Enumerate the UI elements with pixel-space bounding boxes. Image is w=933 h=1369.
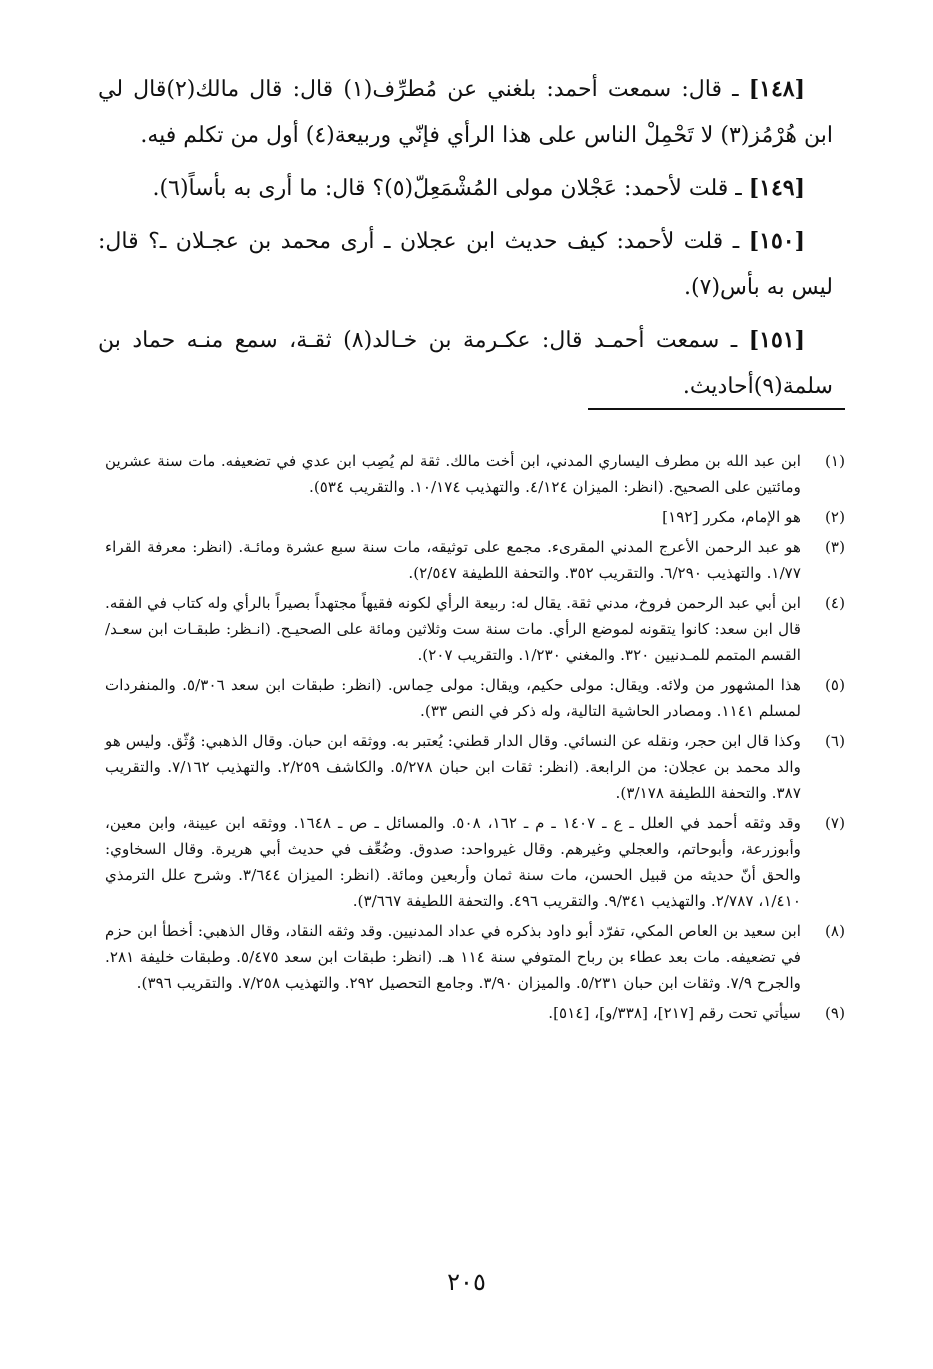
- footnote-text: ابن سعيد بن العاص المكي، تفرّد أبو داود بذكره في عداد المدنيين. وقد وثقه النقاد، وقال الذهبي: أخطأ ابن حزم في تضعيفه. مات بعد عطاء بن رباح المتوفي سنة ١١٤ هـ. (انظر: طبقات ابن سعد ٥/٤٧٥. وطبقات خليفة ٢٨١. والجرح ٧/٩. وثقات ابن حبان ٥/٢٣١. والميزان ٣/٩٠. وجامع التحصيل ٢٩٢. والتهذيب ٧/٢٥٨. والتقريب ٣٩٦).: [105, 922, 801, 992]
- page-number: ٢٠٥: [447, 1268, 486, 1296]
- entry-text: ـ قال: سمعت أحمد: بلغني عن مُطرِّف(١) قال: قال مالك(٢)قال لي ابن هُرْمُز(٣) لا تَحْمِلْ الناس على هذا الرأي فإنّي وربيعة(٤) أول من تكلم فيه.: [98, 77, 833, 148]
- entry-150: [98, 218, 833, 311]
- footnote-separator: [588, 408, 845, 410]
- entry-number: [١٤٩]: [748, 175, 805, 201]
- footnote-number: (٣): [824, 538, 845, 556]
- footnote-text: هو عبد الرحمن الأعرج المدني المقرىء. مجمع على توثيقه، مات سنة سبع عشرة ومائـة. (انظر: معرفة القراء ١/٧٧. والتهذيب ٦/٢٩٠. والتقريب ٣٥٢. والتحفة اللطيفة ٢/٥٤٧).: [105, 538, 801, 582]
- main-text: [98, 66, 833, 416]
- footnote-1: [105, 448, 845, 500]
- footnote-text: ابن عبد الله بن مطرف اليساري المدني، ابن أخت مالك. ثقة لم يُصِب ابن عدي في تضعيفه. مات سنة عشرين ومائتين على الصحيح. (انظر: الميزان ٤/١٢٤. والتهذيب ١٠/١٧٤. والتقريب ٥٣٤).: [105, 452, 801, 496]
- footnote-2: [105, 504, 845, 530]
- entry-text: ـ قلت لأحمد: عَجْلان مولى المُشْمَعِلّ(٥)؟ قال: ما أرى به بأساً(٦).: [152, 176, 742, 201]
- entry-text: ـ قلت لأحمد: كيف حديث ابن عجلان ـ أرى محمد بن عجـلان ـ؟ قال: ليس به بأس(٧).: [98, 229, 833, 300]
- footnote-number: (٩): [824, 1004, 845, 1022]
- entry-148: [98, 66, 833, 159]
- footnote-8: [105, 918, 845, 996]
- footnote-5: [105, 672, 845, 724]
- entry-149: [98, 165, 833, 212]
- footnote-number: (٤): [824, 594, 845, 612]
- footnote-text: سيأتي تحت رقم [٢١٧]، [٣٣٨/و]، [٥١٤].: [548, 1004, 801, 1022]
- footnote-3: [105, 534, 845, 586]
- footnote-text: ابن أبي عبد الرحمن فروخ، مدني ثقة. يقال له: ربيعة الرأي لكونه فقيهاً مجتهداً بصيراً بالرأي وله كتاب في الفقه. قال ابن سعد: كانوا يتقونه لموضع الرأي. مات سنة ست وثلاثين ومائة على الصحيـح. (انـظر: طبقـات ابن سعـد/القسم المتمم للمـدنيين ٣٢٠. والمغني ١/٢٣٠. والتقريب ٢٠٧).: [105, 594, 801, 664]
- footnote-number: (٧): [824, 814, 845, 832]
- footnote-number: (٨): [824, 922, 845, 940]
- footnote-text: هو الإمام، مكرر [١٩٢]: [662, 508, 801, 526]
- footnote-number: (١): [824, 452, 845, 470]
- entry-text: ـ سمعت أحمـد قال: عكـرمة بن خـالد(٨) ثقـة، سمع منـه حماد بن سلمة(٩)أحاديث.: [98, 328, 833, 399]
- footnote-7: [105, 810, 845, 914]
- entry-number: [١٥١]: [748, 327, 805, 353]
- footnote-9: [105, 1000, 845, 1026]
- footnote-6: [105, 728, 845, 806]
- footnote-4: [105, 590, 845, 668]
- entry-151: [98, 317, 833, 410]
- entry-number: [١٥٠]: [748, 228, 805, 254]
- footnote-text: هذا المشهور من ولائه. ويقال: مولى حكيم، ويقال: مولى حِماس. (انظر: طبقات ابن سعد ٥/٣٠٦. والمنفردات لمسلم ١١٤١. ومصادر الحاشية التالية، وله ذكر في النص ٣٣).: [105, 676, 801, 720]
- footnote-text: وكذا قال ابن حجر، ونقله عن النسائي. وقال الدار قطني: يُعتبر به. ووثقه ابن حبان. وقال الذهبي: وُثّق. وليس هو والد محمد بن عجلان: من الرابعة. (انظر: ثقات ابن حبان ٥/٢٧٨. والكاشف ٢/٢٥٩. والتهذيب ٧/١٦٢. والتقريب ٣٨٧. والتحفة اللطيفة ٣/١٧٨).: [105, 732, 801, 802]
- footnote-number: (٦): [824, 732, 845, 750]
- footnotes: [105, 448, 845, 1030]
- footnote-number: (٢): [824, 508, 845, 526]
- footnote-text: وقد وثقه أحمد في العلل ـ ع ـ ١٤٠٧ ـ م ـ ١٦٢، ٥٠٨. والمسائل ـ ص ـ ١٦٤٨. ووثقه ابن عيينة، وابن معين، وأبوزرعة، وأبوحاتم، والعجلي وغيرهم. وقال غيرواحد: صدوق. وضُعِّف في حديث أبي هريرة. وقال السخاوي: والحق أنّ حديثه من قبيل الحسن، مات سنة ثمان وأربعين ومائة. (انظر: الميزان ٣/٦٤٤. وشرح علل الترمذي ١/٤١٠، ٢/٧٨٧. والتهذيب ٩/٣٤١. والتقريب ٤٩٦. والتحفة اللطيفة ٣/٦٦٧).: [105, 814, 802, 910]
- entry-number: [١٤٨]: [748, 76, 805, 102]
- footnote-number: (٥): [824, 676, 845, 694]
